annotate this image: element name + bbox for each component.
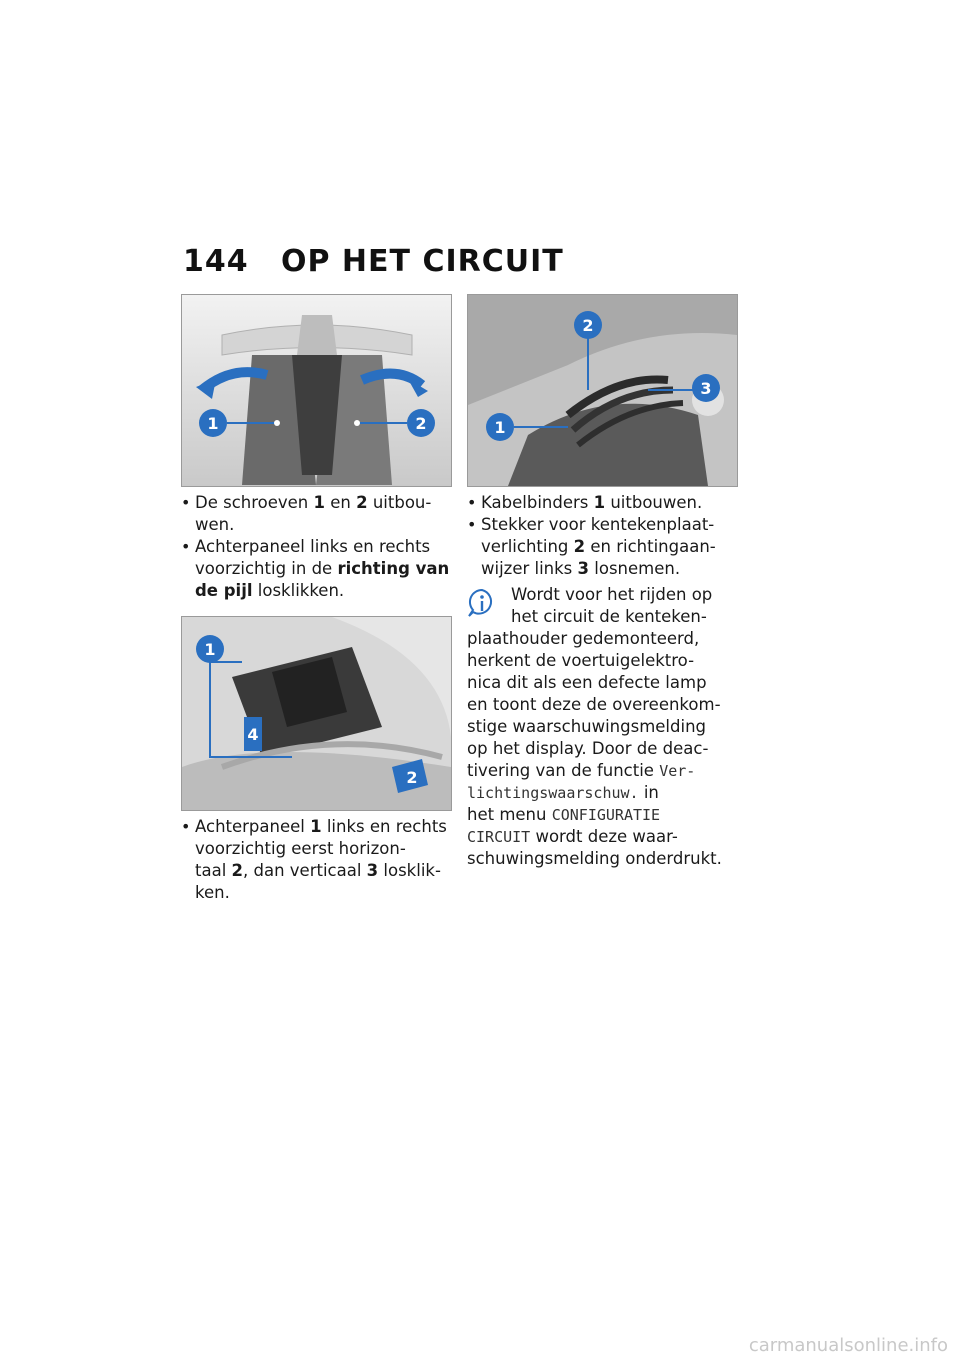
function-name: Ver- xyxy=(659,762,696,780)
fig1-callout-2: 2 xyxy=(415,414,427,433)
fig2-callout-2: 2 xyxy=(406,768,418,787)
figure-cable-ties-connectors-drawing xyxy=(468,295,737,486)
info-note: Wordt voor het rijden op het circuit de kenteken- plaathouder gedemonteerd, herkent de voertuigelektro- nica dit als een defecte lamp en toont deze de overeenkom- stige waarschuwingsmelding op het display. Door de deac- tivering van de functie Ver- lichtingswaarschuw. in het menu CONFIGURATIE CIRCUIT wordt deze waar- schuwingsmelding onderdrukt. xyxy=(467,585,722,868)
left-instructions-1 xyxy=(181,492,453,602)
fig2-callout-1: 1 xyxy=(204,640,216,659)
list-item: • Achterpaneel 1 links en rechts voorzichtig eerst horizon- taal 2, dan verticaal 3 losklik- ken. xyxy=(181,816,453,904)
fig2-callout-4: 4 xyxy=(247,725,259,744)
figure-rear-panel-screws-drawing xyxy=(182,295,451,486)
fig1-callout-1: 1 xyxy=(207,414,219,433)
figure-rear-panel-removal-drawing xyxy=(182,617,451,810)
fig3-callout-2: 2 xyxy=(582,316,594,335)
list-item: • Kabelbinders 1 uitbouwen. xyxy=(467,492,739,514)
figure-rear-panel-removal xyxy=(181,616,452,811)
figure-cable-ties-connectors xyxy=(467,294,738,487)
page-number: 144 xyxy=(183,244,249,279)
function-name-cont: lichtingswaarschuw. xyxy=(467,784,639,802)
page-title: OP HET CIRCUIT xyxy=(281,244,564,279)
menu-name: CONFIGURATIE xyxy=(551,806,661,824)
watermark: carmanualsonline.info xyxy=(748,1335,948,1356)
menu-name-cont: CIRCUIT xyxy=(467,828,531,846)
figure-rear-panel-screws xyxy=(181,294,452,487)
page-header xyxy=(183,244,564,279)
list-item: • De schroeven 1 en 2 uitbou- wen. xyxy=(181,492,453,536)
fig3-callout-3: 3 xyxy=(700,379,712,398)
fig3-callout-1: 1 xyxy=(494,418,506,437)
left-instructions-2 xyxy=(181,816,453,904)
list-item: • Achterpaneel links en rechts voorzichtig in de richting van de pijl losklikken. xyxy=(181,536,453,602)
list-item: • Stekker voor kentekenplaat- verlichting 2 en richtingaan- wijzer links 3 losnemen. xyxy=(467,514,739,580)
right-instructions xyxy=(467,492,739,580)
